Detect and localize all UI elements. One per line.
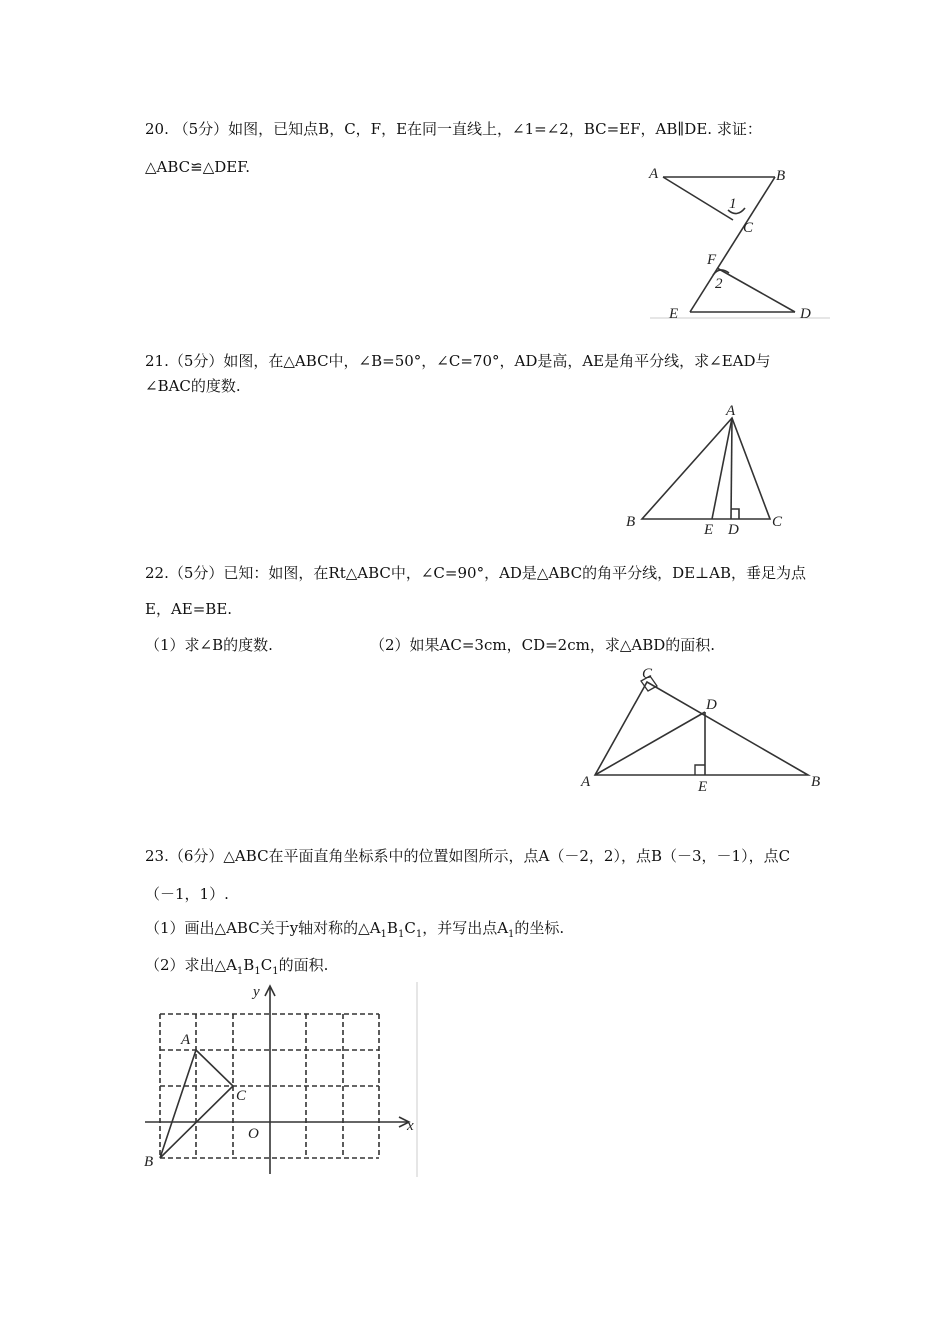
q22-label-b: B — [811, 774, 821, 790]
q20-line1: 20. （5分）如图，已知点B，C，F，E在同一直线上，∠1=∠2，BC=EF，AB∥DE. 求证： — [145, 120, 762, 138]
q23-coordinate-figure — [143, 982, 418, 1177]
q23-b-letter: B — [386, 919, 398, 937]
q22-part1: （1）求∠B的度数. — [145, 636, 273, 654]
q23-part2 — [145, 955, 328, 982]
q21-label-b: B — [626, 514, 636, 530]
q23-c-letter: C — [260, 956, 273, 974]
q23-part2-pre: （2）求出△A — [145, 956, 237, 974]
q23-label-o: O — [248, 1126, 259, 1142]
q23-b-letter: B — [243, 956, 255, 974]
q23-sub: 1 — [508, 929, 515, 940]
q21-label-a: A — [726, 403, 736, 419]
q20-label-b: B — [776, 168, 786, 184]
q20-label-a: A — [649, 166, 659, 182]
q21-label-e: E — [704, 522, 714, 538]
q23-sub: 1 — [380, 929, 387, 940]
q20-label-e: E — [669, 306, 679, 320]
q23-label-a: A — [181, 1032, 191, 1048]
q21-line2: ∠BAC的度数. — [145, 377, 241, 395]
q22-part2: （2）如果AC=3cm，CD=2cm，求△ABD的面积. — [370, 636, 716, 654]
q23-part2-post: 的面积. — [278, 956, 329, 974]
q20-label-2: 2 — [715, 276, 723, 292]
q20-label-f: F — [707, 252, 717, 268]
q23-label-c: C — [236, 1088, 247, 1104]
q22-line1: 22.（5分）已知：如图，在Rt△ABC中，∠C=90°，AD是△ABC的角平分线，DE⊥AB，垂足为点 — [145, 564, 807, 582]
q22-label-d: D — [706, 697, 717, 713]
q23-label-y: y — [253, 984, 260, 1000]
q23-part1-pre: （1）画出△ABC关于y轴对称的△A — [145, 919, 381, 937]
q22-line2: E，AE=BE. — [145, 600, 233, 618]
q23-sub: 1 — [397, 929, 405, 940]
q23-part1-mid: ，并写出点A — [422, 919, 509, 937]
q23-sub: 1 — [254, 966, 261, 977]
q22-label-e: E — [698, 779, 708, 792]
q23-label-x: x — [407, 1118, 414, 1134]
q23-c-letter: C — [404, 919, 416, 937]
q20-label-d: D — [800, 306, 811, 320]
q23-line1: 23.（6分）△ABC在平面直角坐标系中的位置如图所示，点A（－2，2），点B（－3，－1），点C — [145, 847, 791, 865]
q23-part1 — [145, 918, 564, 945]
q20-figure — [645, 160, 835, 320]
q22-label-a: A — [581, 774, 591, 790]
q20-line2: △ABC≌△DEF. — [145, 158, 251, 176]
q21-figure — [620, 400, 800, 540]
q22-label-c: C — [642, 666, 653, 682]
q21-label-d: D — [728, 522, 739, 538]
q20-label-1: 1 — [729, 196, 737, 212]
q21-label-c: C — [772, 514, 783, 530]
q23-line2: （－1，1）. — [145, 885, 229, 903]
q21-line1: 21.（5分）如图，在△ABC中，∠B=50°，∠C=70°，AD是高，AE是角平分线，求∠EAD与 — [145, 352, 771, 370]
q23-sub: 1 — [236, 966, 244, 977]
q23-label-b: B — [144, 1154, 154, 1170]
q23-part1-post: 的坐标. — [514, 919, 565, 937]
q23-sub: 1 — [272, 966, 279, 977]
q23-sub: 1 — [415, 929, 423, 940]
q22-figure — [580, 662, 825, 792]
q20-label-c: C — [743, 220, 754, 236]
